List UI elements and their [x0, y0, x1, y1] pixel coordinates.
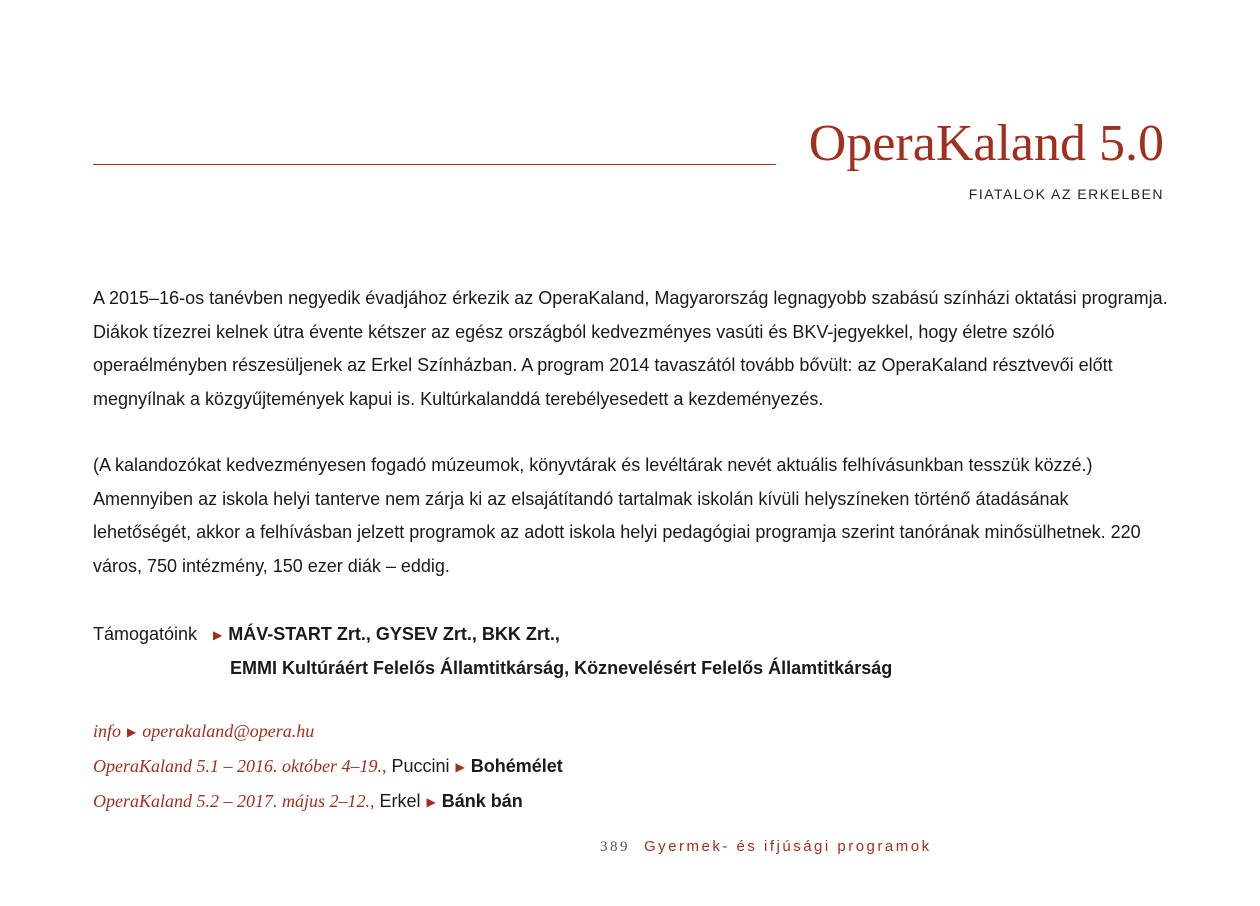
page-subtitle: FIATALOK AZ ERKELBEN — [968, 186, 1164, 202]
event-title: Bohémélet — [470, 756, 563, 776]
page-number: 389 — [600, 839, 630, 855]
event-line — [93, 784, 563, 819]
body-text — [93, 282, 1168, 583]
arrow-right-icon: ▶ — [426, 795, 436, 809]
info-block — [93, 714, 563, 819]
section-title: Gyermek- és ifjúsági programok — [644, 838, 932, 855]
supporters-label: Támogatóink — [93, 624, 198, 644]
arrow-right-icon: ▶ — [127, 725, 137, 739]
supporters-line-2: EMMI Kultúráért Felelős Államtitkárság, Köznevelésért Felelős Államtitkárság — [230, 658, 893, 678]
paragraph-intro: A 2015–16-os tanévben negyedik évadjához érkezik az OperaKaland, Magyarország legnagyobb szabású színházi oktatási programja. Diákok tízezrei kelnek útra évente kétszer az egész országból kedvezményes vasúti és BKV-jegyekkel, hogy életre szóló operaélményben részesüljenek az Erkel Színházban. A program 2014 tavaszától tovább bővült: az OperaKaland résztvevői előtt megnyílnak a közgyűjtemények kapui is. Kultúrkalanddá terebélyesedett a kezdeményezés. — [93, 288, 1168, 409]
title-rule — [93, 164, 776, 165]
page-footer — [600, 838, 932, 856]
page-title: OperaKaland 5.0 — [808, 115, 1164, 172]
info-label: info — [93, 721, 122, 741]
info-email-link[interactable]: operakaland@opera.hu — [142, 721, 315, 741]
supporters-block — [93, 618, 892, 685]
supporters-line-1: MÁV-START Zrt., GYSEV Zrt., BKK Zrt., — [228, 624, 560, 644]
info-line — [93, 714, 563, 749]
event-composer: Erkel — [379, 791, 421, 811]
event-composer: Puccini — [391, 756, 450, 776]
event-date: OperaKaland 5.1 – 2016. október 4–19., — [93, 756, 387, 776]
arrow-right-icon: ▶ — [213, 628, 223, 642]
event-date: OperaKaland 5.2 – 2017. május 2–12., — [93, 791, 375, 811]
paragraph-museums: (A kalandozókat kedvezményesen fogadó múzeumok, könyvtárak és levéltárak nevét aktuális felhívásunkban tesszük közzé.) Amennyiben az iskola helyi tanterve nem zárja ki az elsajátítandó tartalmak iskolán kívüli helyszíneken történő átadásának lehetőségét, akkor a felhívásban jelzett programok az adott iskola helyi pedagógiai programja szerint tanórának minősülhetnek. 220 város, 750 intézmény, 150 ezer diák – eddig. — [93, 455, 1141, 576]
event-title: Bánk bán — [441, 791, 523, 811]
event-line — [93, 749, 563, 784]
arrow-right-icon: ▶ — [455, 760, 465, 774]
